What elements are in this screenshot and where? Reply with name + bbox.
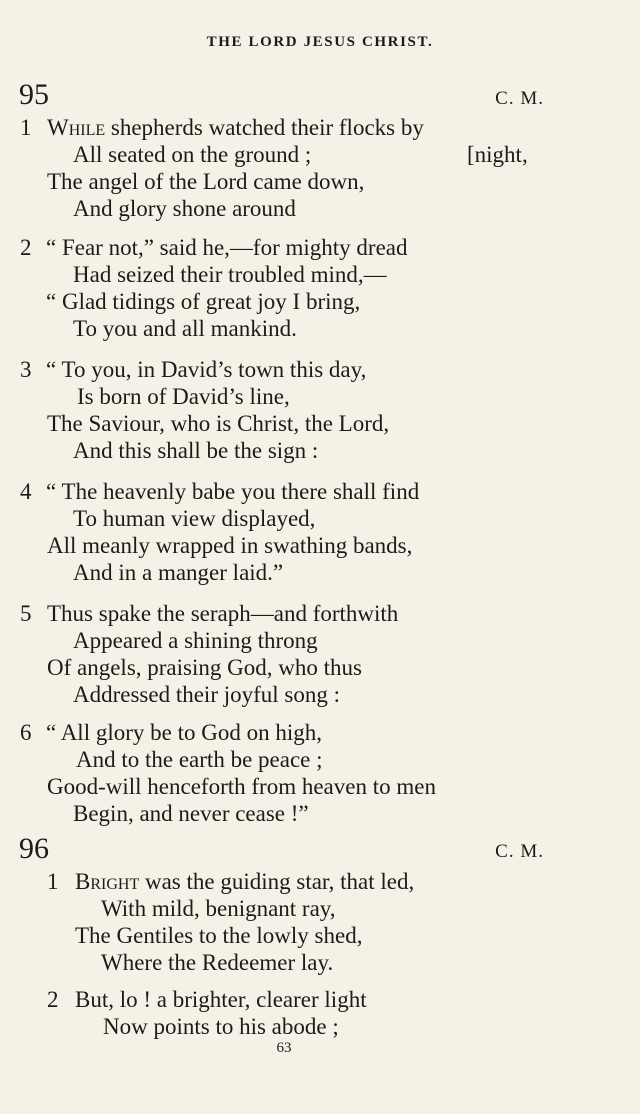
verse-line: “ All glory be to God on high, bbox=[46, 720, 322, 745]
verse-line: Now points to his abode ; bbox=[103, 1014, 339, 1039]
verse-first-word: While bbox=[47, 115, 106, 140]
verse-line: But, lo ! a brighter, clearer light bbox=[75, 987, 367, 1012]
verse-number: 5 bbox=[20, 601, 32, 626]
verse-line: With mild, benignant ray, bbox=[101, 896, 336, 921]
verse-line bbox=[75, 868, 414, 895]
verse-line: “ Glad tidings of great joy I bring, bbox=[46, 289, 361, 314]
hymn-number: 96 bbox=[19, 832, 49, 865]
verse-line: Good-will henceforth from heaven to men bbox=[47, 774, 436, 799]
hymn-meter: C. M. bbox=[495, 841, 544, 862]
verse-line-carryover: [night, bbox=[467, 142, 528, 167]
verse-line bbox=[47, 114, 424, 141]
verse-line: Appeared a shining throng bbox=[73, 628, 318, 653]
verse-line: And this shall be the sign : bbox=[73, 438, 319, 463]
verse-line: And to the earth be peace ; bbox=[76, 747, 323, 772]
verse-line: To human view displayed, bbox=[73, 506, 316, 531]
verse-line: Is born of David’s line, bbox=[77, 384, 290, 409]
hymn-meter: C. M. bbox=[495, 88, 544, 109]
verse-number: 3 bbox=[20, 357, 32, 382]
verse-line: Begin, and never cease !” bbox=[73, 801, 309, 826]
verse-line: “ The heavenly babe you there shall find bbox=[46, 479, 420, 504]
verse-line-rest: shepherds watched their flocks by bbox=[105, 115, 424, 140]
verse-line: “ Fear not,” said he,—for mighty dread bbox=[46, 235, 408, 260]
verse-number: 1 bbox=[20, 115, 32, 140]
verse-number: 6 bbox=[20, 720, 32, 745]
verse-line: “ To you, in David’s town this day, bbox=[46, 357, 367, 382]
verse-line: To you and all mankind. bbox=[73, 316, 297, 341]
verse-first-word: Bright bbox=[75, 869, 140, 894]
verse-number: 2 bbox=[20, 235, 32, 260]
verse-line: The angel of the Lord came down, bbox=[47, 169, 365, 194]
verse-line-rest: was the guiding star, that led, bbox=[139, 869, 415, 894]
verse-line: Addressed their joyful song : bbox=[73, 682, 341, 707]
verse-line: Thus spake the seraph—and forthwith bbox=[47, 601, 399, 626]
verse-number: 2 bbox=[47, 987, 59, 1012]
verse-line: All seated on the ground ; bbox=[73, 142, 312, 167]
verse-line: And glory shone around bbox=[73, 196, 296, 221]
verse-line: The Gentiles to the lowly shed, bbox=[75, 923, 363, 948]
running-head: THE LORD JESUS CHRIST. bbox=[206, 34, 434, 50]
verse-line: Of angels, praising God, who thus bbox=[47, 655, 362, 680]
verse-line: Had seized their troubled mind,— bbox=[73, 262, 387, 287]
page-number: 63 bbox=[276, 1040, 292, 1056]
verse-line: All meanly wrapped in swathing bands, bbox=[47, 533, 413, 558]
verse-line: The Saviour, who is Christ, the Lord, bbox=[47, 411, 390, 436]
hymn-number: 95 bbox=[19, 78, 49, 111]
verse-line: Where the Redeemer lay. bbox=[101, 950, 334, 975]
verse-number: 1 bbox=[47, 869, 59, 894]
verse-line: And in a manger laid.” bbox=[73, 560, 284, 585]
verse-number: 4 bbox=[20, 479, 32, 504]
